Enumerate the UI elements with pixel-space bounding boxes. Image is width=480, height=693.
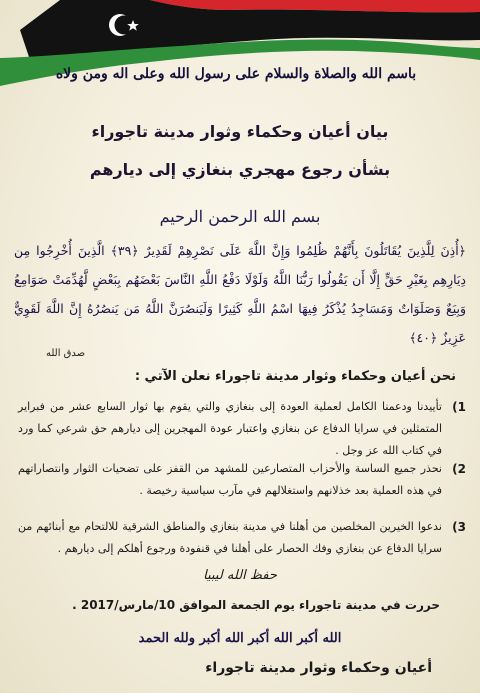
hafiz-libya: حفظ الله ليبيا — [203, 568, 277, 583]
basmala: بسم الله الرحمن الرحيم — [159, 207, 321, 226]
signature: أعيان وحكماء وثوار مدينة تاجوراء — [205, 660, 432, 676]
declaration-heading: نحن أعيان وحكماء وثوار مدينة تاجوراء نعلن الآتي : — [134, 369, 456, 384]
quran-verse: ﴿أُذِنَ لِلَّذِينَ يُقَاتَلُونَ بِأَنَّهُمْ ظُلِمُوا وَإِنَّ اللَّهَ عَلَى نَصْرِهِمْ لَقَدِيرٌ ﴿٣٩﴾ الَّذِينَ أُخْرِجُوا مِن دِيَارِهِم بِغَيْرِ حَقٍّ إِلَّا أَن يَقُولُوا رَبُّنَا اللَّهُ وَلَوْلَا دَفْعُ اللَّهِ النَّاسَ بَعْضَهُم بِبَعْضٍ لَّهُدِّمَتْ صَوَامِعُ وَبِيَعٌ وَصَلَوَاتٌ وَمَسَاجِدُ يُذْكَرُ فِيهَا اسْمُ اللَّهِ كَثِيرًا وَلَيَنصُرَنَّ اللَّهُ مَن يَنصُرُهُ إِنَّ اللَّهَ لَقَوِيٌّ عَزِيزٌ ﴿٤٠﴾ — [14, 243, 466, 345]
statement-subtitle: بشأن رجوع مهجري بنغازي إلى ديارهم — [89, 160, 391, 179]
item-text: نحذر جميع الساسة والأحزاب المتصارعين للمشهد من القفز على تضحيات الثوار وانتصاراتهم في هذه العملية بعد خذلانهم واستغلالهم في مآرب سياسية رخيصة . — [18, 462, 442, 497]
statement-title: بيان أعيان وحكماء وثوار مدينة تاجوراء — [91, 122, 389, 141]
list-item — [18, 458, 466, 516]
item-number: 1) — [452, 400, 466, 414]
takbir-line: الله أكبر الله أكبر الله أكبر ولله الحمد — [138, 631, 342, 646]
opening-invocation: باسم الله والصلاة والسلام على رسول الله وعلى اله ومن ولاه — [55, 66, 417, 82]
item-number: 2) — [452, 462, 466, 476]
statement-items — [18, 396, 466, 566]
item-text: ندعوا الخيرين المخلصين من أهلنا في مدينة بنغازي والمناطق الشرقية للالتحام مع أبنائهم من سرايا الدفاع عن بنغازي وفك الحصار على أهلنا في قنفودة ورجوع أهلكم إلى ديارهم . — [18, 520, 442, 555]
item-number: 3) — [452, 520, 466, 534]
sadaq-allah-mark: صدق الله — [46, 348, 86, 359]
list-item — [18, 396, 466, 458]
list-item — [18, 516, 466, 566]
date-line: حررت في مدينة تاجوراء يوم الجمعة الموافق 10/مارس/2017 . — [72, 598, 440, 612]
item-text: تأييدنا ودعمنا الكامل لعملية العودة إلى بنغازي والتي يقوم بها ثوار السابع عشر من فبراير المتمثلين في سرايا الدفاع عن بنغازي واعتبار عودة المهجرين إلى ديارهم حق شرعي كما ورد في كتاب الله عز وجل . — [18, 400, 442, 457]
